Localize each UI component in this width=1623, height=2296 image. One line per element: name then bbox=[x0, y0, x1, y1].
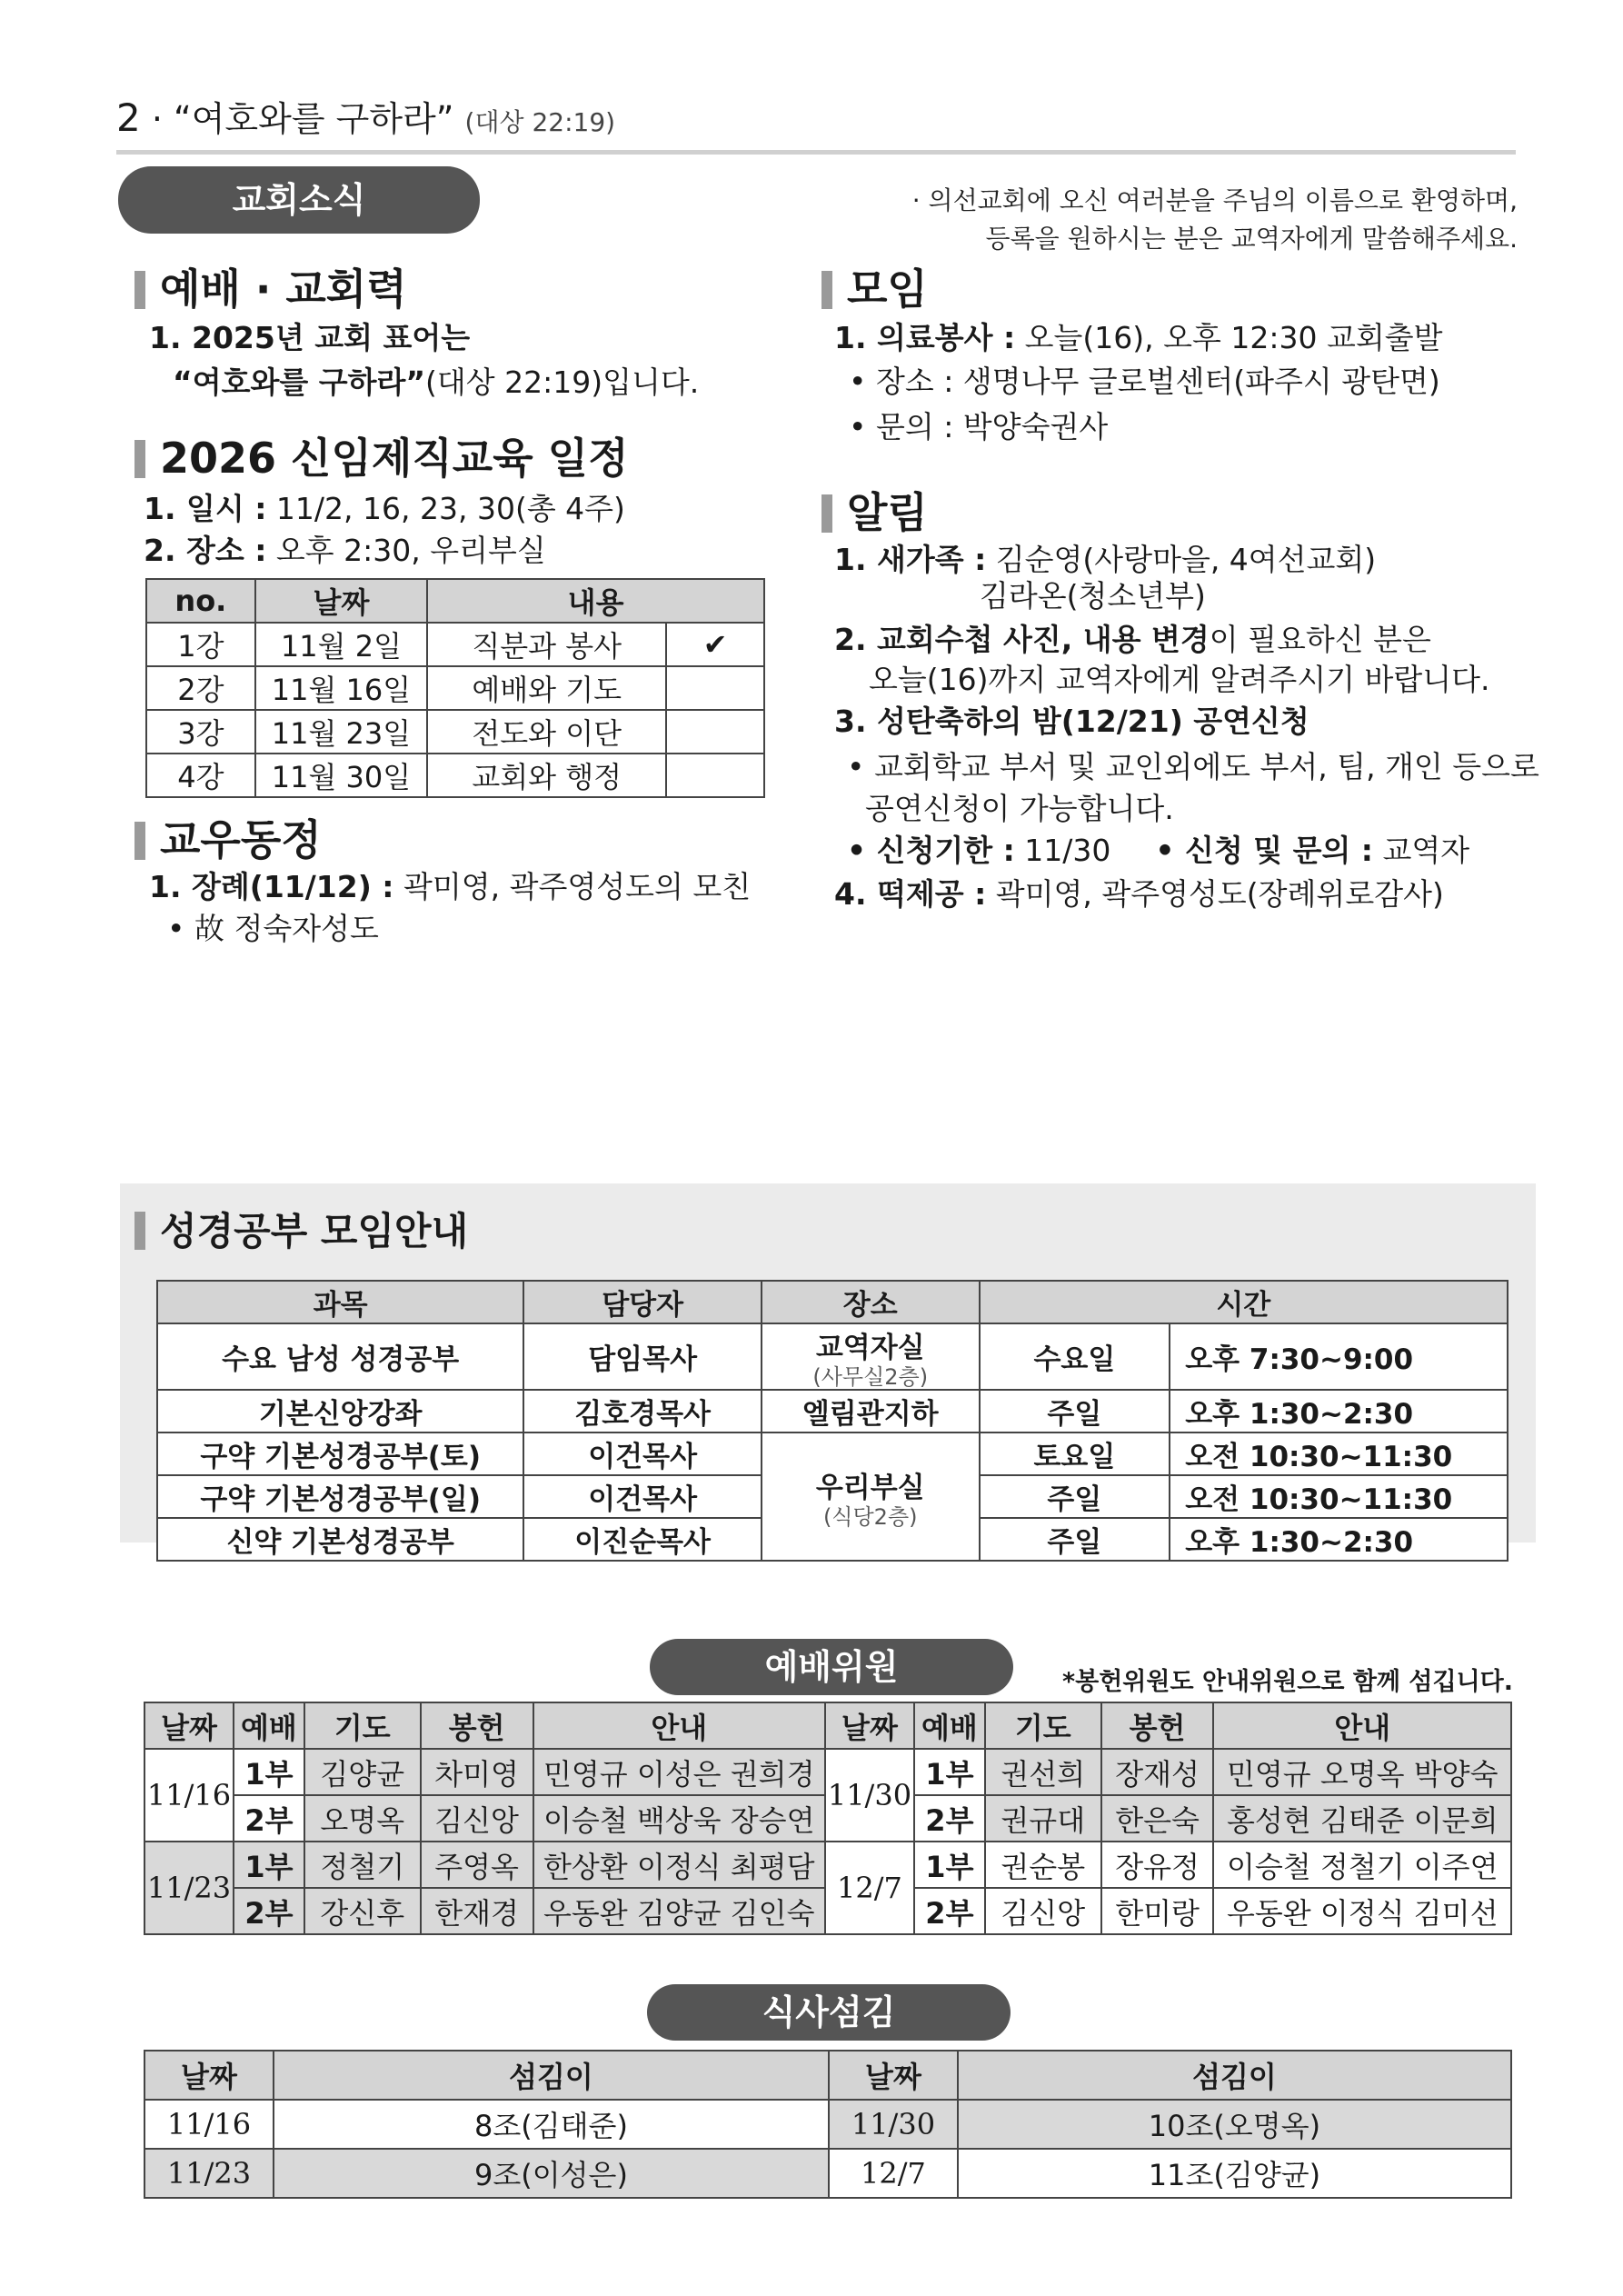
table-cell: 오후 7:30~9:00 bbox=[1170, 1323, 1508, 1390]
notice-item-2-line-2: 오늘(16)까지 교역자에게 알려주시기 바랍니다. bbox=[869, 662, 1490, 697]
offering-cell: 장재성 bbox=[1101, 1749, 1214, 1795]
prayer-cell: 권선희 bbox=[985, 1749, 1101, 1795]
table-cell: 주일 bbox=[980, 1475, 1170, 1518]
server-cell: 11조(김양균) bbox=[958, 2149, 1511, 2198]
bible-study-table bbox=[156, 1280, 1508, 1562]
table-cell bbox=[666, 666, 764, 710]
table-cell: 3강 bbox=[146, 710, 255, 754]
notice-item-3-line-2: 공연신청이 가능합니다. bbox=[865, 791, 1174, 826]
service-cell: 1부 bbox=[914, 1842, 985, 1888]
column-header: 기도 bbox=[304, 1702, 421, 1749]
header-motto: “여호와를 구하라” bbox=[174, 99, 454, 139]
section-marker bbox=[134, 440, 145, 478]
service-cell: 1부 bbox=[234, 1749, 304, 1795]
service-cell: 2부 bbox=[914, 1888, 985, 1934]
table-row bbox=[144, 2100, 1511, 2149]
table-cell: 수요 남성 성경공부 bbox=[157, 1323, 523, 1390]
column-header: 과목 bbox=[157, 1281, 523, 1323]
column-header: 섬김이 bbox=[958, 2051, 1511, 2100]
item-label: • 신청 및 문의 : bbox=[1155, 833, 1374, 868]
meal-service-table bbox=[144, 2050, 1512, 2199]
table-row bbox=[146, 666, 764, 710]
date-cell: 11/30 bbox=[829, 2100, 958, 2149]
notice-item-3-deadline bbox=[847, 829, 1469, 873]
offering-cell: 한미랑 bbox=[1101, 1888, 1214, 1934]
page-header bbox=[116, 91, 615, 141]
table-cell: 11월 23일 bbox=[255, 710, 427, 754]
table-cell: 김호경목사 bbox=[523, 1390, 762, 1433]
prayer-cell: 권규대 bbox=[985, 1795, 1101, 1842]
check-mark-icon: ✔ bbox=[666, 623, 764, 666]
prayer-cell: 오명옥 bbox=[304, 1795, 421, 1842]
item-value: 교역자 bbox=[1373, 833, 1470, 868]
table-cell: 직분과 봉사 bbox=[427, 623, 666, 666]
date-cell: 11/16 bbox=[144, 1749, 234, 1842]
training-date-label: 1. 일시 : bbox=[144, 491, 267, 526]
table-cell: 11월 30일 bbox=[255, 754, 427, 797]
section-marker bbox=[821, 494, 832, 533]
training-place-label: 2. 장소 : bbox=[144, 533, 267, 568]
table-cell: 주일 bbox=[980, 1518, 1170, 1561]
section-title-members-news bbox=[134, 807, 322, 867]
table-header-row bbox=[144, 1702, 1511, 1749]
table-cell bbox=[666, 710, 764, 754]
notice-item-3: 3. 성탄축하의 밤(12/21) 공연신청 bbox=[834, 704, 1309, 739]
prayer-cell: 강신후 bbox=[304, 1888, 421, 1934]
guide-cell: 민영규 이성은 권희경 bbox=[533, 1749, 825, 1795]
date-cell: 12/7 bbox=[825, 1842, 914, 1934]
item-label: 1. 새가족 : bbox=[834, 542, 987, 577]
column-header: 봉헌 bbox=[1101, 1702, 1214, 1749]
column-header: 날짜 bbox=[825, 1702, 914, 1749]
guide-cell: 홍성현 김태준 이문희 bbox=[1213, 1795, 1511, 1842]
prayer-cell: 정철기 bbox=[304, 1842, 421, 1888]
table-cell bbox=[762, 1323, 980, 1390]
training-date-value: 11/2, 16, 23, 30(총 4주) bbox=[266, 491, 625, 526]
table-row bbox=[144, 2149, 1511, 2198]
offering-cell: 장유정 bbox=[1101, 1842, 1214, 1888]
motto-text: “여호와를 구하라” bbox=[173, 364, 426, 400]
section-marker bbox=[134, 1212, 145, 1250]
section-pill-meal-service: 식사섬김 bbox=[647, 1984, 1011, 2041]
header-separator: · bbox=[151, 99, 163, 139]
section-title-training-schedule bbox=[134, 425, 629, 485]
column-header: 안내 bbox=[533, 1702, 825, 1749]
section-title-worship-calendar bbox=[134, 256, 407, 316]
table-cell: 주일 bbox=[980, 1390, 1170, 1433]
section-title-notice bbox=[821, 480, 928, 540]
column-header: 담당자 bbox=[523, 1281, 762, 1323]
place-name: 우리부실 bbox=[815, 1472, 925, 1504]
section-title-text: 모임 bbox=[847, 265, 928, 314]
table-cell: 이진순목사 bbox=[523, 1518, 762, 1561]
worship-committee-note: *봉헌위원도 안내위원으로 함께 섬깁니다. bbox=[1062, 1668, 1513, 1696]
table-cell: 교회와 행정 bbox=[427, 754, 666, 797]
table-header-row bbox=[157, 1281, 1508, 1323]
header-divider bbox=[116, 150, 1516, 155]
table-row bbox=[157, 1323, 1508, 1390]
service-cell: 1부 bbox=[914, 1749, 985, 1795]
welcome-line-1: · 의선교회에 오신 여러분을 주님의 이름으로 환영하며, bbox=[911, 185, 1518, 215]
prayer-cell: 권순봉 bbox=[985, 1842, 1101, 1888]
section-title-gathering bbox=[821, 256, 928, 316]
worship-calendar-motto bbox=[173, 361, 699, 404]
table-cell: 오전 10:30~11:30 bbox=[1170, 1433, 1508, 1475]
date-cell: 11/30 bbox=[825, 1749, 914, 1842]
server-cell: 8조(김태준) bbox=[274, 2100, 829, 2149]
table-cell: 1강 bbox=[146, 623, 255, 666]
members-news-item-1 bbox=[149, 865, 751, 909]
table-row bbox=[146, 754, 764, 797]
column-header: 기도 bbox=[985, 1702, 1101, 1749]
table-cell: 엘림관지하 bbox=[762, 1390, 980, 1433]
table-cell: 담임목사 bbox=[523, 1323, 762, 1390]
column-header: 날짜 bbox=[255, 579, 427, 623]
item-label: • 신청기한 : bbox=[847, 833, 1015, 868]
item-label: 4. 떡제공 : bbox=[834, 876, 987, 912]
members-news-item-1-sub: • 故 정숙자성도 bbox=[167, 911, 379, 946]
table-cell: 오후 1:30~2:30 bbox=[1170, 1390, 1508, 1433]
table-cell: 수요일 bbox=[980, 1323, 1170, 1390]
notice-item-2 bbox=[834, 618, 1431, 662]
item-label: 2. 교회수첩 사진, 내용 변경 bbox=[834, 622, 1210, 657]
table-header-row bbox=[146, 579, 764, 623]
notice-item-4 bbox=[834, 873, 1444, 916]
server-cell: 10조(오명옥) bbox=[958, 2100, 1511, 2149]
guide-cell: 이승철 정철기 이주연 bbox=[1213, 1842, 1511, 1888]
training-date bbox=[144, 487, 625, 531]
offering-cell: 김신앙 bbox=[421, 1795, 533, 1842]
column-header: 섬김이 bbox=[274, 2051, 829, 2100]
column-header: 예배 bbox=[234, 1702, 304, 1749]
worship-committee-table bbox=[144, 1702, 1512, 1935]
guide-cell: 이승철 백상욱 장승연 bbox=[533, 1795, 825, 1842]
notice-item-3-line-1: • 교회학교 부서 및 교인외에도 부서, 팀, 개인 등으로 bbox=[847, 749, 1539, 784]
item-value: 이 필요하신 분은 bbox=[1209, 622, 1431, 657]
welcome-message bbox=[818, 182, 1518, 258]
section-title-text: 성경공부 모임안내 bbox=[160, 1209, 469, 1253]
table-cell: 이건목사 bbox=[523, 1433, 762, 1475]
guide-cell: 우동완 김양균 김인숙 bbox=[533, 1888, 825, 1934]
guide-cell: 한상환 이정식 최평담 bbox=[533, 1842, 825, 1888]
table-cell: 토요일 bbox=[980, 1433, 1170, 1475]
table-cell: 11월 16일 bbox=[255, 666, 427, 710]
table-cell: 구약 기본성경공부(토) bbox=[157, 1433, 523, 1475]
column-header: 예배 bbox=[914, 1702, 985, 1749]
item-value: 김순영(사랑마을, 4여선교회) bbox=[986, 542, 1377, 577]
table-row bbox=[144, 1749, 1511, 1795]
table-header-row bbox=[144, 2051, 1511, 2100]
item-value: 곽미영, 곽주영성도의 모친 bbox=[393, 869, 752, 904]
table-row bbox=[144, 1842, 1511, 1888]
table-cell: 기본신앙강좌 bbox=[157, 1390, 523, 1433]
column-header: 안내 bbox=[1213, 1702, 1511, 1749]
training-schedule-table bbox=[145, 578, 765, 798]
table-cell: 오후 1:30~2:30 bbox=[1170, 1518, 1508, 1561]
server-cell: 9조(이성은) bbox=[274, 2149, 829, 2198]
table-cell: 4강 bbox=[146, 754, 255, 797]
table-cell: 신약 기본성경공부 bbox=[157, 1518, 523, 1561]
table-row bbox=[157, 1390, 1508, 1433]
table-row bbox=[157, 1433, 1508, 1475]
table-cell: 11월 2일 bbox=[255, 623, 427, 666]
welcome-line-2: 등록을 원하시는 분은 교역자에게 말씀해주세요. bbox=[985, 224, 1518, 254]
notice-item-1-second: 김라온(청소년부) bbox=[980, 578, 1206, 614]
table-row bbox=[146, 623, 764, 666]
section-title-text: 교우동정 bbox=[160, 815, 322, 864]
column-header: 장소 bbox=[762, 1281, 980, 1323]
guide-cell: 우동완 이정식 김미선 bbox=[1213, 1888, 1511, 1934]
table-cell: 예배와 기도 bbox=[427, 666, 666, 710]
item-value: 오늘(16), 오후 12:30 교회출발 bbox=[1015, 320, 1443, 355]
column-header: 봉헌 bbox=[421, 1702, 533, 1749]
date-cell: 12/7 bbox=[829, 2149, 958, 2198]
training-place bbox=[144, 529, 546, 573]
offering-cell: 한은숙 bbox=[1101, 1795, 1214, 1842]
item-label: 1. 의료봉사 : bbox=[834, 320, 1016, 355]
table-cell: 이건목사 bbox=[523, 1475, 762, 1518]
service-cell: 1부 bbox=[234, 1842, 304, 1888]
column-header: 시간 bbox=[980, 1281, 1508, 1323]
item-label: 1. 장례(11/12) : bbox=[149, 869, 394, 904]
service-cell: 2부 bbox=[234, 1888, 304, 1934]
section-marker bbox=[134, 822, 145, 860]
item-value: 곽미영, 곽주영성도(장례위로감사) bbox=[986, 876, 1444, 912]
table-cell: 2강 bbox=[146, 666, 255, 710]
column-header: 날짜 bbox=[144, 2051, 274, 2100]
item-value: 11/30 bbox=[1014, 833, 1111, 868]
table-cell bbox=[762, 1433, 980, 1561]
section-title-text: 2026 신임제직교육 일정 bbox=[160, 434, 629, 483]
column-header: 날짜 bbox=[829, 2051, 958, 2100]
motto-ref: (대상 22:19)입니다. bbox=[425, 364, 700, 400]
offering-cell: 주영옥 bbox=[421, 1842, 533, 1888]
gathering-item-1 bbox=[834, 316, 1443, 360]
section-pill-church-news: 교회소식 bbox=[118, 166, 480, 234]
item-text: 1. 2025년 교회 표어는 bbox=[149, 320, 471, 355]
prayer-cell: 김양균 bbox=[304, 1749, 421, 1795]
place-detail: (식당2층) bbox=[822, 1504, 918, 1530]
section-title-bible-study bbox=[134, 1202, 468, 1256]
column-header: 내용 bbox=[427, 579, 764, 623]
offering-cell: 차미영 bbox=[421, 1749, 533, 1795]
table-cell: 전도와 이단 bbox=[427, 710, 666, 754]
table-row bbox=[146, 710, 764, 754]
table-cell: 오전 10:30~11:30 bbox=[1170, 1475, 1508, 1518]
table-cell: 구약 기본성경공부(일) bbox=[157, 1475, 523, 1518]
column-header: 날짜 bbox=[144, 1702, 234, 1749]
date-cell: 11/16 bbox=[144, 2100, 274, 2149]
place-name: 교역자실 bbox=[815, 1332, 925, 1364]
prayer-cell: 김신앙 bbox=[985, 1888, 1101, 1934]
date-cell: 11/23 bbox=[144, 2149, 274, 2198]
section-pill-worship-committee: 예배위원 bbox=[650, 1639, 1013, 1695]
worship-calendar-item-1 bbox=[149, 316, 470, 360]
gathering-item-1-contact: • 문의 : 박양숙권사 bbox=[849, 409, 1109, 444]
section-title-text: 알림 bbox=[847, 488, 928, 537]
column-header: no. bbox=[146, 579, 255, 623]
page-number: 2 bbox=[116, 95, 141, 140]
training-place-value: 오후 2:30, 우리부실 bbox=[266, 533, 546, 568]
gathering-item-1-place: • 장소 : 생명나무 글로벌센터(파주시 광탄면) bbox=[849, 364, 1440, 399]
section-title-text: 예배 · 교회력 bbox=[160, 265, 407, 314]
section-marker bbox=[821, 271, 832, 309]
section-marker bbox=[134, 271, 145, 309]
table-cell bbox=[666, 754, 764, 797]
header-reference: (대상 22:19) bbox=[464, 107, 616, 137]
date-cell: 11/23 bbox=[144, 1842, 234, 1934]
offering-cell: 한재경 bbox=[421, 1888, 533, 1934]
service-cell: 2부 bbox=[234, 1795, 304, 1842]
place-detail: (사무실2층) bbox=[812, 1364, 929, 1390]
guide-cell: 민영규 오명옥 박양숙 bbox=[1213, 1749, 1511, 1795]
service-cell: 2부 bbox=[914, 1795, 985, 1842]
